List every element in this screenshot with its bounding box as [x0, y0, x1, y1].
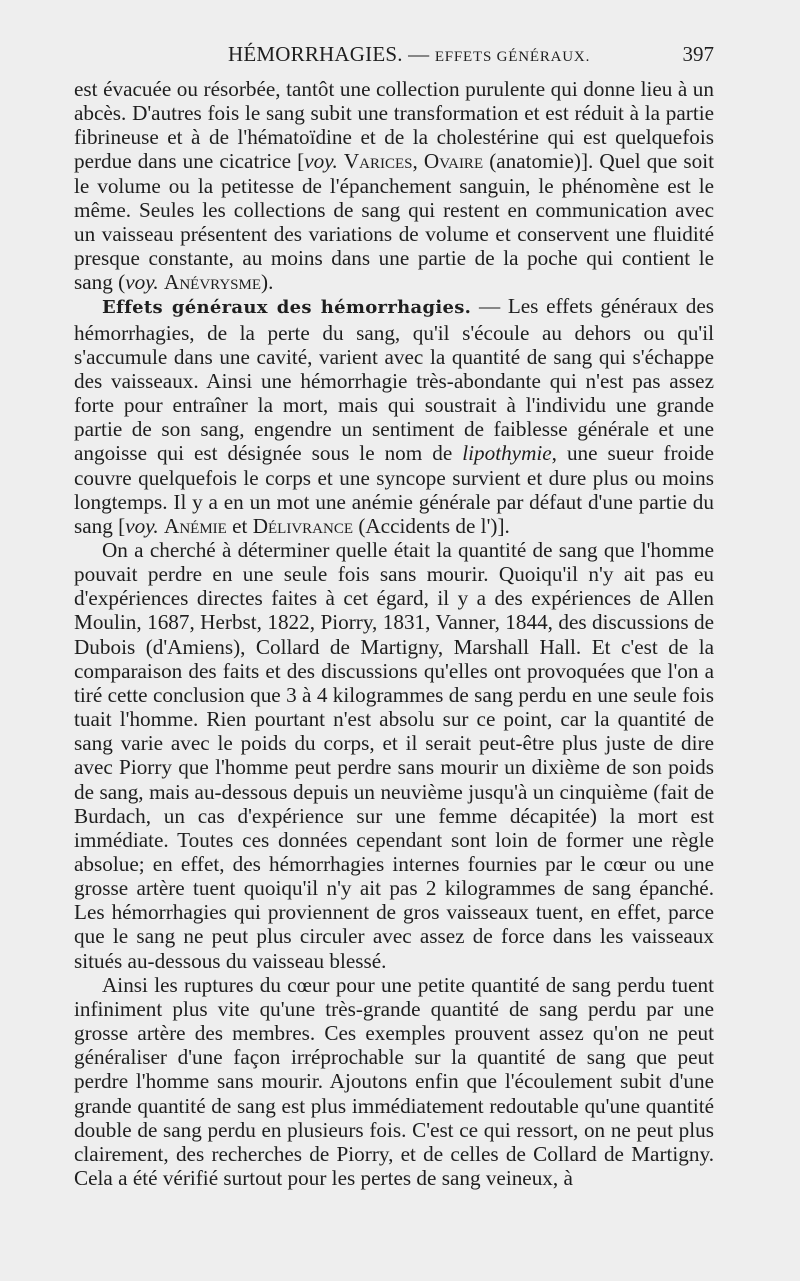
p2-et: et: [226, 513, 253, 538]
paragraph-2: [74, 294, 714, 538]
p1-ref-ovaire: Ovaire: [423, 149, 484, 174]
paragraph-4: Ainsi les ruptures du cœur pour une petite quantité de sang perdu tuent infiniment plus vite qu'une très-grande quantité de sang perdu par une grosse artère des membres. Ces exemples prouvent assez qu'on ne peut généraliser d'une façon irréprochable sur la quantité de sang que peut perdre l'homme sans mourir. Ajoutons enfin que l'écoulement subit d'une grande quantité de sang est plus immédiatement redoutable qu'une quantité double de sang perdu en plusieurs fois. C'est ce qui ressort, on ne peut plus clairement, des recherches de Piorry, et de celles de Collard de Martigny. Cela a été vérifié surtout pour les pertes de sang veineux, à: [74, 972, 714, 1191]
p1-ref-anevrysme: Anévrysme: [164, 270, 262, 295]
header-separator: —: [408, 42, 430, 66]
paragraph-1: [74, 77, 714, 294]
running-header: [74, 40, 714, 74]
p1-text-a: est évacuée ou résorbée, tantôt une collection purulente qui donne lieu à un abcès. D'autres fois le sang subit une transformation et est réduit à la partie fibrineuse et à de l'hématoïdine et de la cholestérine qui est quelquefois perdue dans une cicatrice [: [74, 77, 714, 174]
p2-term-lipothymie: lipothymie: [462, 441, 552, 466]
p2-text-c: (Accidents de l')].: [353, 513, 510, 538]
header-title: HÉMORRHAGIES.: [228, 42, 403, 66]
p2-voy: voy.: [125, 513, 159, 538]
section-heading: Effets généraux des hémorrhagies.: [102, 297, 472, 319]
p1-ref-varices: Varices: [343, 149, 413, 174]
header-subtitle: EFFETS GÉNÉRAUX.: [434, 49, 591, 65]
p2-text-b: , une sueur froide couvre quelquefois le corps et une syncope survient et dure plus ou moins longtemps. Il y a en un mot une anémie générale par défaut d'une partie du sang [: [74, 441, 714, 538]
p1-text-b: (anatomie)]. Quel que soit le volume ou la petitesse de l'épanchement sanguin, le phénomène est le même. Seules les collections de sang qui restent en communication avec un vaisseau présentent des variations de volume et conservent une fluidité presque constante, au moins dans une partie de la poche qui contient le sang (: [74, 149, 714, 295]
running-title: [228, 42, 590, 67]
p1-voy: voy.: [304, 149, 338, 174]
p2-text-a: — Les effets généraux des hémorrhagies, de la perte du sang, qu'il s'écoule au dehors ou qu'il s'accumule dans une cavité, varient avec la quantité de sang qui s'échappe des vaisseaux. Ainsi une hémorrhagie très-abondante qui n'est pas assez forte pour entraîner la mort, mais qui soustrait à l'individu une grande partie de son sang, engendre un sentiment de faiblesse générale et une angoisse qui est désignée sous le nom de: [74, 294, 714, 466]
p1-comma: ,: [412, 149, 424, 174]
paragraph-3: On a cherché à déterminer quelle était la quantité de sang que l'homme pouvait perdre en une seule fois sans mourir. Quoiqu'il n'y ait pas eu d'expériences directes faites à cet égard, il y a des expériences de Allen Moulin, 1687, Herbst, 1822, Piorry, 1831, Vanner, 1844, des discussions de Dubois (d'Amiens), Collard de Martigny, Marshall Hall. Et c'est de la comparaison des faits et des discussions qu'elles ont provoquées que l'on a tiré cette conclusion que 3 à 4 kilogrammes de sang perdu en une seule fois tuait l'homme. Rien pourtant n'est absolu sur ce point, car la quantité de sang varie avec le poids du corps, et il serait peut-être plus juste de dire avec Piorry que l'homme peut perdre sans mourir un dixième de son poids de sang, mais au-dessous depuis un neuvième jusqu'à un cinquième (fait de Burdach, un cas d'expérience sur une femme décapitée) la mort est immédiate. Toutes ces données cependant sont loin de former une règle absolue; en effet, des hémorrhagies internes fournies par le cœur ou une grosse artère tuent quoiqu'il n'y ait pas 2 kilogrammes de sang épanché. Les hémorrhagies qui proviennent de gros vaisseaux tuent, en effet, parce que le sang ne peut plus circuler avec assez de force dans les vaisseaux situés au-dessous du vaisseau blessé.: [74, 537, 714, 973]
page-body: [74, 77, 714, 1190]
p1-text-c: ).: [261, 270, 274, 295]
page-number: 397: [682, 42, 714, 66]
p1-voy-2: voy.: [125, 270, 159, 295]
p2-ref-delivrance: Délivrance: [252, 513, 354, 538]
p2-ref-anemie: Anémie: [164, 513, 227, 538]
